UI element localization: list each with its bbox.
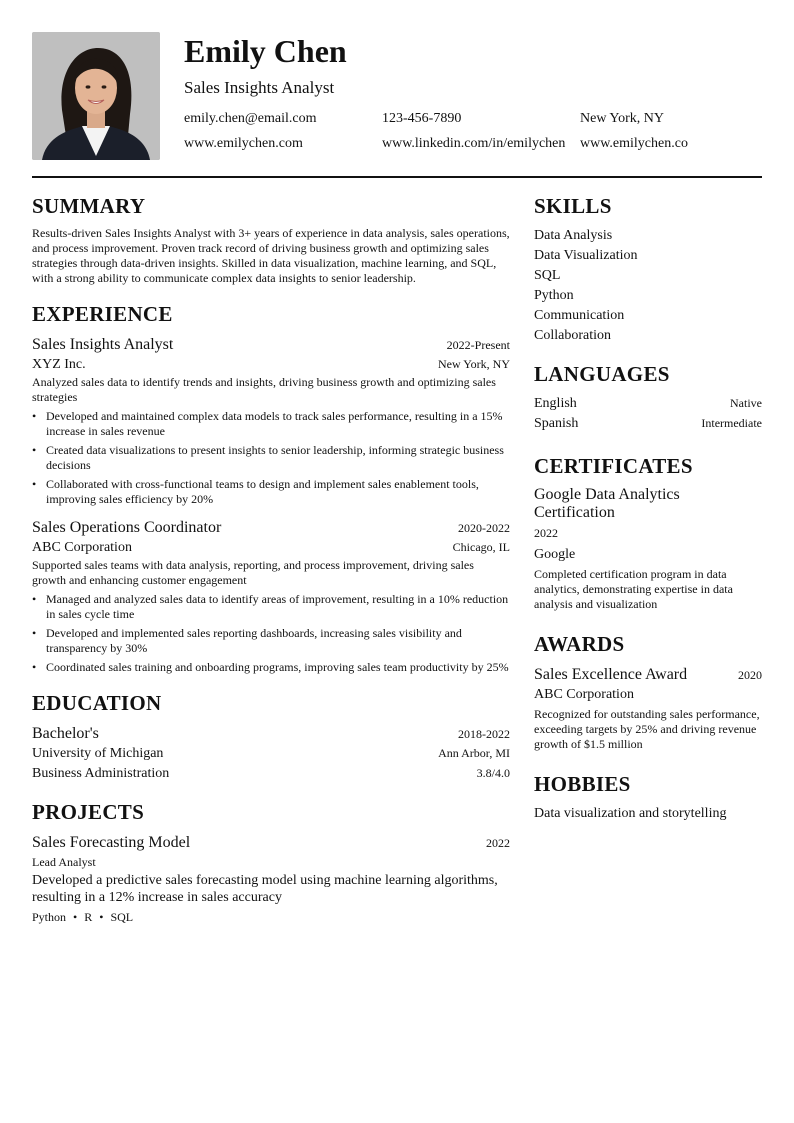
certificates-section	[534, 454, 762, 612]
job-location: New York, NY	[437, 357, 510, 371]
award-org: ABC Corporation	[534, 687, 634, 702]
job-bullet: • Created data visualizations to present insights to senior leadership, informing strategic business decisions	[32, 443, 510, 473]
candidate-name: Emily Chen	[184, 33, 347, 69]
summary-section	[32, 194, 510, 286]
education-location: Ann Arbor, MI	[438, 746, 510, 760]
project-role: Lead Analyst	[32, 855, 96, 869]
summary-text: Results-driven Sales Insights Analyst with 3+ years of experience in data analysis, sales operations, and process improvement. Proven track record of driving business growth and optimizing sales strategies through data-driven insights. Skilled in data visualization, machine learning, and SQL, with a strong ability to communicate complex data insights to senior leadership.	[32, 226, 510, 285]
profile-photo-illustration	[32, 32, 160, 160]
profile-photo	[32, 32, 160, 160]
education-gpa: 3.8/4.0	[476, 766, 510, 780]
education-school: University of Michigan	[32, 746, 164, 761]
contact-website-alt[interactable]: www.emilychen.co	[580, 136, 688, 151]
skill-item: Data Visualization	[534, 248, 638, 263]
hobbies-section	[534, 772, 762, 824]
skills-section	[534, 194, 762, 346]
job-location: Chicago, IL	[452, 540, 510, 554]
education-dates: 2018-2022	[458, 727, 510, 741]
job-bullets	[32, 592, 510, 675]
skill-item: Collaboration	[534, 328, 611, 343]
job-bullet: • Managed and analyzed sales data to identify areas of improvement, resulting in a 10% reduction in sales cycle time	[32, 592, 510, 622]
job-bullets	[32, 409, 510, 507]
summary-heading: SUMMARY	[32, 194, 146, 218]
contact-email[interactable]: emily.chen@email.com	[184, 111, 317, 126]
experience-heading: EXPERIENCE	[32, 302, 173, 326]
skill-item: SQL	[534, 268, 561, 283]
project-tech: Python	[32, 910, 67, 924]
job-dates: 2020-2022	[458, 521, 510, 535]
contact-location: New York, NY	[580, 111, 665, 126]
job-description: Supported sales teams with data analysis, reporting, and process improvement, driving sales growth and enhancing customer engagement	[32, 558, 474, 587]
education-section	[32, 691, 510, 784]
education-heading: EDUCATION	[32, 691, 162, 715]
contact-info	[184, 109, 774, 153]
tech-separator: •	[99, 910, 104, 924]
language-name: English	[534, 396, 577, 411]
project-tech: R	[84, 910, 93, 924]
certificate-year: 2022	[534, 526, 558, 540]
tech-separator: •	[73, 910, 78, 924]
skill-item: Communication	[534, 308, 625, 323]
certificate-description: Completed certification program in data analytics, demonstrating expertise in data analysis and visualization	[534, 567, 733, 611]
language-item	[534, 414, 762, 434]
header-divider	[32, 176, 762, 178]
certificate-name: Google Data Analytics Certification	[534, 486, 680, 521]
projects-heading: PROJECTS	[32, 800, 145, 824]
hobbies-text: Data visualization and storytelling	[534, 806, 727, 821]
contact-website[interactable]: www.emilychen.com	[184, 136, 303, 151]
job-bullet: • Coordinated sales training and onboarding programs, improving sales team productivity by 25%	[32, 660, 510, 675]
job-description: Analyzed sales data to identify trends and insights, driving business growth and optimizing sales strategies	[32, 375, 496, 404]
job-bullet: • Developed and implemented sales reporting dashboards, increasing sales visibility and transparency by 30%	[32, 626, 510, 656]
job-title: Sales Insights Analyst	[32, 336, 174, 353]
project-tech-list	[32, 909, 510, 925]
job-title: Sales Operations Coordinator	[32, 519, 222, 536]
language-level: Intermediate	[701, 416, 762, 430]
awards-heading: AWARDS	[534, 632, 625, 656]
certificates-heading: CERTIFICATES	[534, 454, 693, 478]
project-tech: SQL	[110, 910, 134, 924]
job-bullet: • Collaborated with cross-functional teams to design and implement sales enablement tools, improving sales efficiency by 20%	[32, 477, 510, 507]
right-column	[534, 194, 762, 840]
left-column	[32, 194, 510, 941]
languages-section	[534, 362, 762, 434]
contact-phone: 123-456-7890	[382, 111, 462, 126]
candidate-title: Sales Insights Analyst	[184, 78, 335, 97]
project-year: 2022	[486, 836, 510, 850]
experience-item	[32, 517, 510, 675]
job-company: ABC Corporation	[32, 540, 132, 555]
skill-item: Python	[534, 288, 574, 303]
contact-linkedin[interactable]: www.linkedin.com/in/emilychen	[382, 136, 566, 151]
language-item	[534, 394, 762, 414]
hobbies-heading: HOBBIES	[534, 772, 631, 796]
skill-item: Data Analysis	[534, 228, 613, 243]
skills-heading: SKILLS	[534, 194, 612, 218]
project-description: Developed a predictive sales forecasting model using machine learning algorithms, resulting in a 12% increase in sales accuracy	[32, 873, 498, 905]
language-name: Spanish	[534, 416, 579, 431]
job-dates: 2022-Present	[446, 338, 510, 352]
languages-heading: LANGUAGES	[534, 362, 670, 386]
experience-section	[32, 302, 510, 675]
award-description: Recognized for outstanding sales performance, exceeding targets by 25% and driving revenue growth of $1.5 million	[534, 707, 760, 751]
job-bullet: • Developed and maintained complex data models to track sales performance, resulting in a 15% increase in sales revenue	[32, 409, 510, 439]
project-name: Sales Forecasting Model	[32, 834, 191, 851]
award-name: Sales Excellence Award	[534, 666, 688, 683]
awards-section	[534, 632, 762, 752]
resume-header	[32, 32, 762, 160]
certificate-issuer: Google	[534, 547, 576, 562]
job-company: XYZ Inc.	[32, 357, 86, 372]
language-level: Native	[730, 396, 762, 410]
education-major: Business Administration	[32, 766, 170, 781]
experience-item	[32, 334, 510, 507]
award-year: 2020	[738, 668, 762, 682]
projects-section	[32, 800, 510, 925]
education-degree: Bachelor's	[32, 725, 99, 742]
